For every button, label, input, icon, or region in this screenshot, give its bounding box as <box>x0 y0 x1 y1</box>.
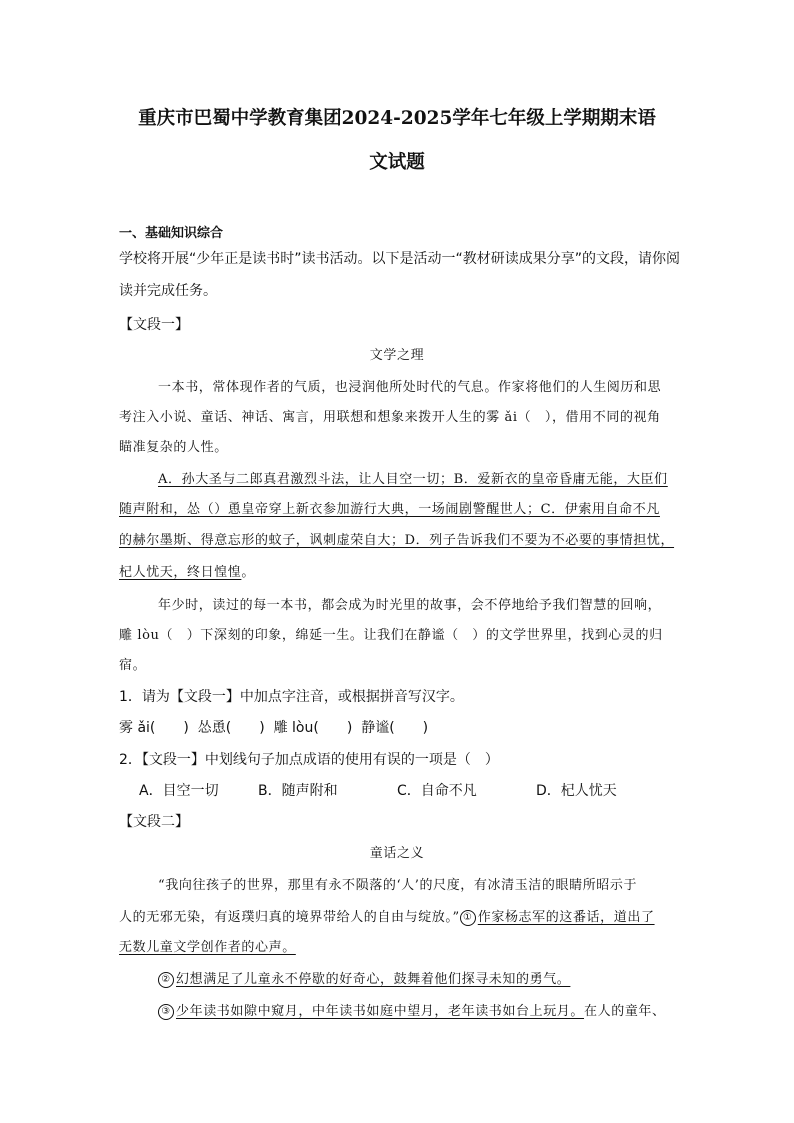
passage2-line3 <box>119 936 296 955</box>
sentence-number-2: ② <box>158 972 174 988</box>
question-1: 1．请为【文段一】中加点字注音，或根据拼音写汉字。 <box>119 689 464 705</box>
sentence-end: 。 <box>241 565 256 580</box>
option-c[interactable]: C．自命不凡 <box>397 783 477 799</box>
option-a[interactable]: A．目空一切 <box>139 783 219 799</box>
sentence-b-part1: ；B．爱新衣的皇帝昏庸无能，大臣们 <box>440 472 668 487</box>
passage2-label: 【文段二】 <box>119 814 189 830</box>
intro-line2: 读并完成任务。 <box>119 283 217 299</box>
passage1-p3-line3: 宿。 <box>119 658 147 673</box>
passage2-line5 <box>158 1000 666 1020</box>
passage2-line5-tail: 在人的童年、 <box>584 1004 666 1019</box>
passage2-line2 <box>119 906 655 926</box>
sentence-1-part1: 作家杨志军的这番话，道出了 <box>477 910 655 925</box>
sentence-1-part2: 无数儿童文学创作者的心声。 <box>119 940 296 955</box>
answer-blank[interactable]: 雾 ǎi( ) <box>119 720 189 736</box>
option-b[interactable]: B．随声附和 <box>258 783 338 799</box>
intro-line1: 学校将开展“少年正是读书时”读书活动。以下是活动一“教材研读成果分享”的文段，请你阅 <box>119 251 681 267</box>
passage1-p2-line3 <box>119 529 674 548</box>
question-1-answers <box>119 717 428 737</box>
sentence-b-part2: 随声附和，怂（）恿皇帝穿上新衣参加游行大典，一场闹剧警醒世人 <box>119 502 528 517</box>
passage1-p1-line3: 瞄准复杂的人性。 <box>119 440 228 455</box>
sentence-c-part2: 的赫尔墨斯、得意忘形的蚊子，讽刺虚荣自大 <box>119 533 392 548</box>
passage2-line1: “我向往孩子的世界，那里有永不陨落的‘人’的尺度，有冰清玉洁的眼睛所昭示于 <box>158 878 638 893</box>
sentence-3: 少年读书如隙中窥月，中年读书如庭中望月，老年读书如台上玩月。 <box>176 1004 585 1019</box>
passage1-p1-line1: 一本书，常体现作者的气质，也浸润他所处时代的气息。作家将他们的人生阅历和思 <box>158 380 662 395</box>
passage2-subtitle: 童话之义 <box>369 846 425 861</box>
sentence-d-part1: ；D．列子告诉我们不要为不必要的事情担忧， <box>391 533 675 548</box>
page-title-line2: 文试题 <box>369 152 425 173</box>
answer-blank[interactable]: 怂恿( ) <box>197 720 265 736</box>
sentence-2: 幻想满足了儿童永不停歇的好奇心，鼓舞着他们探寻未知的勇气。 <box>176 972 571 987</box>
passage1-p2-line1 <box>158 468 668 487</box>
sentence-c-part1: ；C．伊索用自命不凡 <box>527 502 660 517</box>
sentence-number-1: ① <box>460 910 476 926</box>
passage1-p3-line2: 雕 lòu（ ）下深刻的印象，绵延一生。让我们在静谧（ ）的文学世界里，找到心灵的归 <box>119 628 663 643</box>
page-title-line1: 重庆市巴蜀中学教育集团2024-2025学年七年级上学期期末语 <box>138 108 656 129</box>
passage1-label: 【文段一】 <box>119 317 189 333</box>
option-d[interactable]: D．杞人忧天 <box>536 783 617 799</box>
passage2-line2-text: 人的无邪无染，有返璞归真的境界带给人的自由与绽放。” <box>119 910 460 925</box>
passage1-subtitle: 文学之理 <box>369 348 425 363</box>
passage1-p2-line2 <box>119 498 660 517</box>
passage1-p2-line4 <box>119 561 255 580</box>
sentence-number-3: ③ <box>158 1004 174 1020</box>
question-2: 2．【文段一】中划线句子加点成语的使用有误的一项是（ ） <box>119 752 499 768</box>
passage1-p1-line2: 考注入小说、童话、神话、寓言，用联想和想象来拨开人生的雾 ǎi（ ），借用不同的视角 <box>119 410 661 425</box>
answer-blank[interactable]: 静谧( ) <box>361 720 429 736</box>
passage2-line4 <box>158 968 570 988</box>
sentence-a: A．孙大圣与二郎真君激烈斗法，让人目空一切 <box>158 472 440 487</box>
passage1-p3-line1: 年少时，读过的每一本书，都会成为时光里的故事，会不停地给予我们智慧的回响， <box>158 598 662 613</box>
sentence-d-part2: 杞人忧天，终日惶惶 <box>119 565 242 580</box>
answer-blank[interactable]: 雕 lòu( ) <box>273 720 353 736</box>
section-heading: 一、基础知识综合 <box>119 226 224 241</box>
